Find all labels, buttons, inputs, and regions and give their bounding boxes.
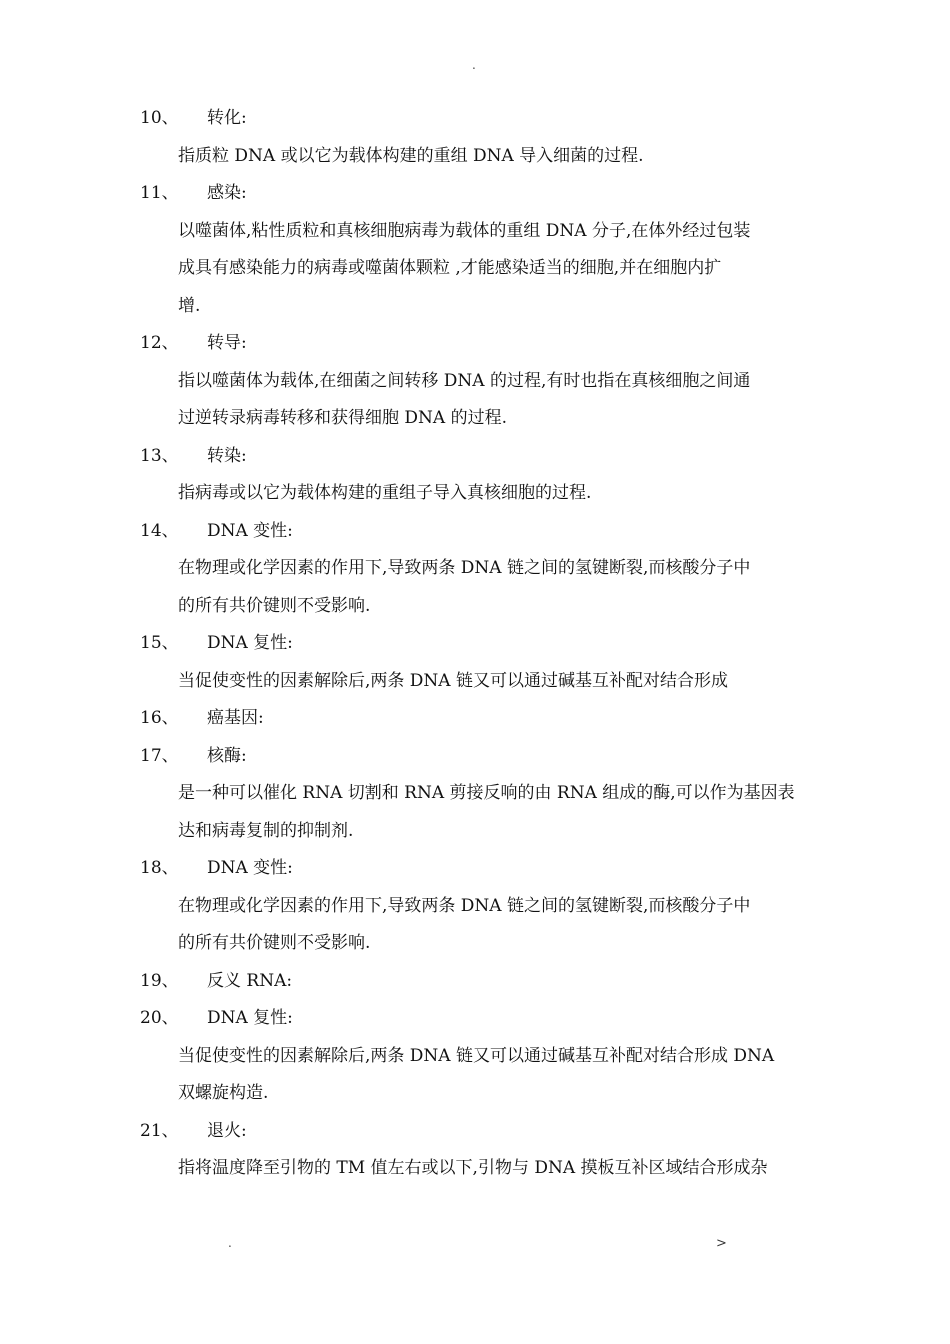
entry-definition-line bbox=[0, 925, 950, 963]
entry-number: 11、 bbox=[140, 183, 179, 203]
glossary-entry-heading bbox=[0, 100, 950, 138]
definition-text: 指以噬菌体为载体,在细菌之间转移 DNA 的过程,有时也指在真核细胞之间通 bbox=[178, 370, 751, 391]
entry-term: 癌基因: bbox=[207, 708, 264, 728]
entry-number: 14、 bbox=[140, 520, 179, 541]
entry-term: DNA 变性: bbox=[207, 520, 293, 541]
glossary-entry-heading bbox=[0, 438, 950, 476]
entry-number: 10、 bbox=[140, 108, 179, 128]
entry-number: 20、 bbox=[140, 1008, 179, 1028]
entry-number: 18、 bbox=[140, 858, 179, 878]
entry-number: 16、 bbox=[140, 708, 179, 728]
footer-left-mark: . bbox=[228, 1236, 232, 1250]
definition-text: 双螺旋构造. bbox=[178, 1083, 269, 1103]
entry-term: DNA 复性: bbox=[207, 1008, 293, 1028]
entry-definition-line bbox=[0, 363, 950, 401]
definition-text: 成具有感染能力的病毒或噬菌体颗粒 ,才能感染适当的细胞,并在细胞内扩 bbox=[178, 258, 722, 278]
entry-number: 12、 bbox=[140, 333, 179, 353]
definition-text: 以噬菌体,粘性质粒和真核细胞病毒为载体的重组 DNA 分子,在体外经过包装 bbox=[178, 220, 751, 241]
entry-term: 反义 RNA: bbox=[207, 970, 293, 991]
entry-number: 15、 bbox=[140, 633, 179, 653]
entry-term: DNA 复性: bbox=[207, 633, 293, 653]
definition-text: 在物理或化学因素的作用下,导致两条 DNA 链之间的氢键断裂,而核酸分子中 bbox=[178, 895, 751, 916]
glossary-entry-heading bbox=[0, 963, 950, 1001]
definition-text: 增. bbox=[178, 295, 201, 316]
definition-text: 指病毒或以它为载体构建的重组子导入真核细胞的过程. bbox=[178, 483, 592, 503]
glossary-entry-heading bbox=[0, 625, 950, 663]
glossary-list bbox=[0, 100, 950, 1188]
entry-definition-line bbox=[0, 1150, 950, 1188]
glossary-entry-heading bbox=[0, 513, 950, 551]
entry-definition-line bbox=[0, 775, 950, 813]
entry-term: DNA 变性: bbox=[207, 858, 293, 878]
entry-number: 17、 bbox=[140, 745, 179, 766]
glossary-entry-heading bbox=[0, 700, 950, 738]
definition-text: 的所有共价键则不受影响. bbox=[178, 595, 371, 616]
entry-number: 19、 bbox=[140, 970, 179, 991]
definition-text: 当促使变性的因素解除后,两条 DNA 链又可以通过碱基互补配对结合形成 DNA bbox=[178, 1045, 775, 1066]
glossary-entry-heading bbox=[0, 850, 950, 888]
entry-definition-line bbox=[0, 550, 950, 588]
definition-text: 达和病毒复制的抑制剂. bbox=[178, 820, 354, 841]
entry-definition-line bbox=[0, 288, 950, 326]
entry-term: 感染: bbox=[207, 183, 247, 203]
entry-number: 13、 bbox=[140, 445, 179, 466]
entry-term: 退火: bbox=[207, 1120, 247, 1141]
glossary-entry-heading bbox=[0, 1113, 950, 1151]
entry-term: 转染: bbox=[207, 445, 247, 466]
footer-right-mark: > bbox=[716, 1236, 727, 1251]
entry-definition-line bbox=[0, 1038, 950, 1076]
entry-definition-line bbox=[0, 813, 950, 851]
definition-text: 在物理或化学因素的作用下,导致两条 DNA 链之间的氢键断裂,而核酸分子中 bbox=[178, 558, 751, 578]
entry-definition-line bbox=[0, 1075, 950, 1113]
definition-text: 指质粒 DNA 或以它为载体构建的重组 DNA 导入细菌的过程. bbox=[178, 145, 644, 166]
header-mark: . bbox=[472, 58, 476, 72]
definition-text: 是一种可以催化 RNA 切割和 RNA 剪接反响的由 RNA 组成的酶,可以作为基因表 bbox=[178, 783, 795, 803]
entry-definition-line bbox=[0, 213, 950, 251]
entry-definition-line bbox=[0, 475, 950, 513]
definition-text: 当促使变性的因素解除后,两条 DNA 链又可以通过碱基互补配对结合形成 bbox=[178, 670, 728, 691]
entry-definition-line bbox=[0, 138, 950, 176]
entry-definition-line bbox=[0, 888, 950, 926]
glossary-entry-heading bbox=[0, 175, 950, 213]
entry-definition-line bbox=[0, 663, 950, 701]
definition-text: 的所有共价键则不受影响. bbox=[178, 933, 371, 953]
entry-number: 21、 bbox=[140, 1120, 179, 1141]
entry-definition-line bbox=[0, 400, 950, 438]
definition-text: 指将温度降至引物的 TM 值左右或以下,引物与 DNA 摸板互补区域结合形成杂 bbox=[178, 1158, 768, 1178]
glossary-entry-heading bbox=[0, 738, 950, 776]
entry-term: 核酶: bbox=[207, 745, 247, 766]
entry-term: 转导: bbox=[207, 333, 247, 353]
definition-text: 过逆转录病毒转移和获得细胞 DNA 的过程. bbox=[178, 408, 507, 428]
entry-definition-line bbox=[0, 250, 950, 288]
entry-definition-line bbox=[0, 588, 950, 626]
entry-term: 转化: bbox=[207, 108, 247, 128]
glossary-entry-heading bbox=[0, 1000, 950, 1038]
glossary-entry-heading bbox=[0, 325, 950, 363]
